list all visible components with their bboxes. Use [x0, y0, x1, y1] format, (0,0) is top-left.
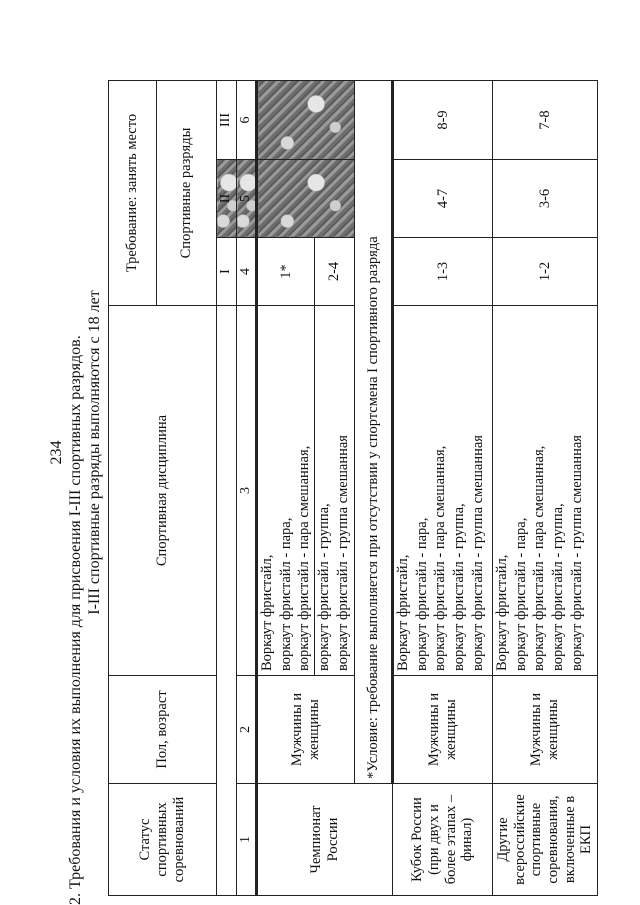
header-rank-3: III	[217, 81, 237, 160]
section-subheading: I-III спортивные разряды выполняются с 18 лет	[86, 290, 103, 615]
row-gender: Мужчины и женщины	[257, 676, 355, 784]
discipline-item: воркаут фристайл - пара,	[512, 517, 529, 671]
row-status: Другие всероссийские спортивные соревнования, включенные в ЕКП	[493, 784, 598, 896]
rank-3-empty	[257, 81, 355, 160]
section-heading: 2. Требования и условия их выполнения для присвоения I-III спортивных разрядов.	[67, 335, 84, 905]
row-status: Чемпионат России	[257, 784, 393, 896]
header-requirement: Требование: занять место	[109, 81, 157, 306]
discipline-item: Воркаут фристайл,	[259, 554, 276, 671]
row-disciplines	[257, 306, 315, 676]
rank-2-value: 4-7	[393, 160, 493, 238]
discipline-item: воркаут фристайл - пара смешанная,	[296, 445, 313, 671]
header-ranks-group: Спортивные разряды	[157, 81, 217, 306]
row-status: Кубок России (при двух и более этапах – финал)	[393, 784, 493, 896]
rank-1-value: 1*	[257, 238, 315, 306]
rank-1-value: 1-2	[493, 238, 598, 306]
col-number-5: 5	[237, 160, 257, 238]
header-gender-age: Пол, возраст	[109, 676, 217, 784]
discipline-item: воркаут фристайл - пара,	[277, 517, 294, 671]
header-status: Статус спортивных соревнований	[109, 784, 217, 896]
col-number-1: 1	[237, 784, 257, 896]
discipline-item: воркаут фристайл - группа,	[316, 503, 333, 671]
col-number-6: 6	[237, 81, 257, 160]
col-number-4: 4	[237, 238, 257, 306]
discipline-item: воркаут фристайл - группа смешанная	[334, 435, 351, 671]
rank-3-value: 7-8	[493, 81, 598, 160]
rank-1-value: 2-4	[315, 238, 355, 306]
discipline-item: воркаут фристайл - группа смешанная	[568, 435, 585, 671]
col-number-3: 3	[237, 306, 257, 676]
rank-2-value: 3-6	[493, 160, 598, 238]
rank-3-value: 8-9	[393, 81, 493, 160]
page-number: 234	[48, 440, 65, 465]
discipline-item: Воркаут фристайл,	[494, 554, 511, 671]
row-disciplines	[393, 306, 493, 676]
discipline-item: воркаут фристайл - пара смешанная,	[432, 445, 449, 671]
discipline-item: воркаут фристайл - группа,	[451, 503, 468, 671]
col-number-2: 2	[237, 676, 257, 784]
discipline-item: воркаут фристайл - пара смешанная,	[531, 445, 548, 671]
header-rank-1: I	[217, 238, 237, 306]
discipline-item: воркаут фристайл - группа смешанная	[469, 435, 486, 671]
discipline-item: воркаут фристайл - группа,	[550, 503, 567, 671]
row-gender: Мужчины и женщины	[393, 676, 493, 784]
requirements-table	[108, 80, 598, 896]
header-discipline: Спортивная дисциплина	[109, 306, 217, 676]
rank-2-empty	[257, 160, 355, 238]
discipline-item: воркаут фристайл - пара,	[413, 517, 430, 671]
row-disciplines	[493, 306, 598, 676]
header-blank	[217, 306, 237, 896]
discipline-item: Воркаут фристайл,	[395, 554, 412, 671]
condition-note: *Условие: требование выполняется при отсутствии у спортсмена I спортивного разряда	[355, 81, 393, 784]
header-rank-2: II	[217, 160, 237, 238]
rank-1-value: 1-3	[393, 238, 493, 306]
row-gender: Мужчины и женщины	[493, 676, 598, 784]
row-disciplines	[315, 306, 355, 676]
